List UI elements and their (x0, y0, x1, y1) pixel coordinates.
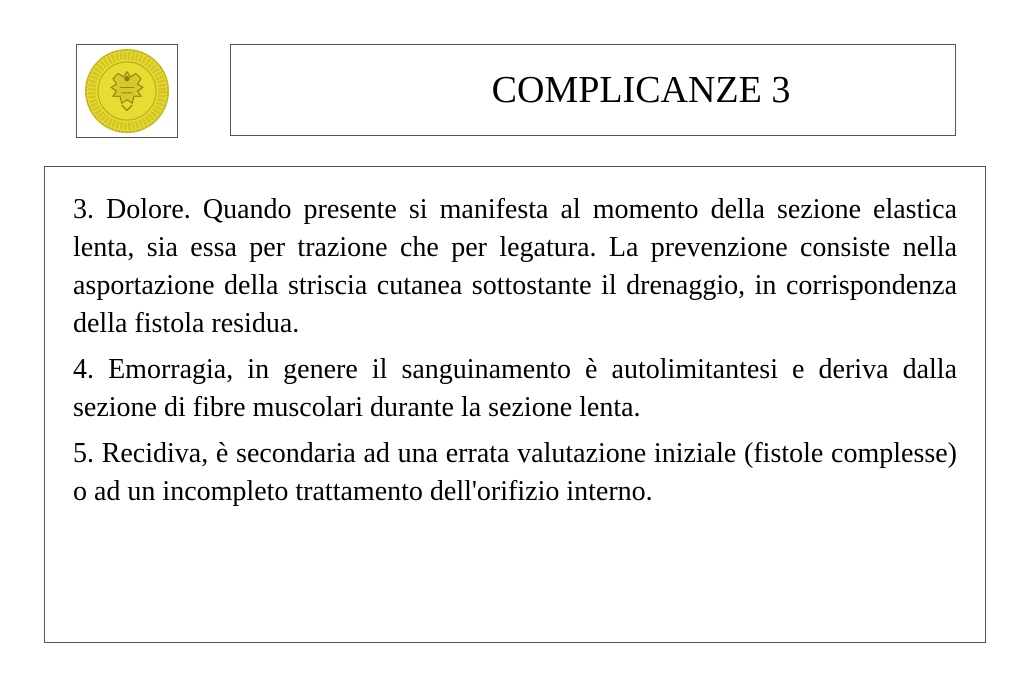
content-frame (44, 166, 986, 643)
page-title: COMPLICANZE 3 (491, 69, 791, 111)
paragraph-emorragia: 4. Emorragia, in genere il sanguinamento è autolimitantesi e deriva dalla sezione di fibre muscolari durante la sezione lenta. (73, 354, 957, 423)
paragraph-dolore: 3. Dolore. Quando presente si manifesta al momento della sezione elastica lenta, sia essa per trazione che per legatura. La prevenzione consiste nella asportazione della striscia cutanea sottostante il drenaggio, in corrispondenza della fistola residua. (73, 194, 957, 339)
university-seal-icon (83, 47, 171, 135)
logo-frame (76, 44, 178, 138)
title-frame (230, 44, 956, 136)
paragraph-recidiva: 5. Recidiva, è secondaria ad una errata valutazione iniziale (fistole complesse) o ad un incompleto trattamento dell'orifizio interno. (73, 438, 957, 507)
